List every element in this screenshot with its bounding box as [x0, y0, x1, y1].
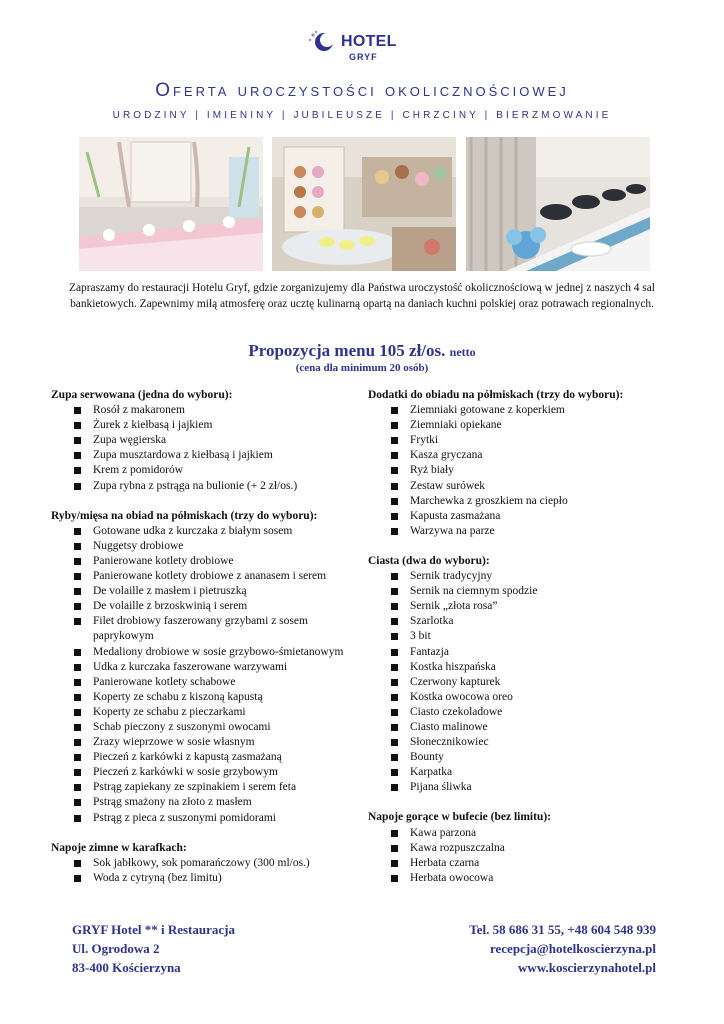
menu-item-label: Koperty ze schabu z pieczarkami [93, 705, 246, 718]
square-bullet-icon [391, 588, 398, 595]
square-bullet-icon [74, 860, 81, 867]
sides-section [368, 388, 668, 539]
menu-item [368, 660, 668, 675]
website-link[interactable]: www.koscierzynahotel.pl [518, 960, 656, 975]
square-bullet-icon [391, 633, 398, 640]
square-bullet-icon [74, 784, 81, 791]
menu-item [368, 826, 668, 841]
square-bullet-icon [74, 588, 81, 595]
menu-item-label: Kawa rozpuszczalna [410, 841, 505, 854]
menu-price: Propozycja menu 105 zł/os. [248, 341, 446, 360]
menu-item [368, 524, 668, 539]
menu-item-label: Sok jabłkowy, sok pomarańczowy (300 ml/os.) [93, 856, 310, 869]
square-bullet-icon [74, 754, 81, 761]
menu-item [51, 614, 351, 644]
hotel-name: GRYF Hotel ** i Restauracja [72, 922, 235, 937]
square-bullet-icon [391, 845, 398, 852]
menu-item-label: Karpatka [410, 766, 453, 779]
menu-left-column [51, 388, 351, 901]
hotel-logo [304, 28, 414, 68]
menu-item [368, 856, 668, 871]
menu-item [368, 705, 668, 720]
logo-wordmark: HOTEL [341, 33, 397, 50]
square-bullet-icon [391, 483, 398, 490]
menu-item [51, 463, 351, 478]
square-bullet-icon [391, 754, 398, 761]
square-bullet-icon [391, 784, 398, 791]
footer-contact [469, 920, 656, 977]
square-bullet-icon [74, 724, 81, 731]
square-bullet-icon [391, 498, 398, 505]
square-bullet-icon [74, 603, 81, 610]
menu-item [368, 735, 668, 750]
menu-item [51, 569, 351, 584]
square-bullet-icon [391, 664, 398, 671]
menu-item-label: Schab pieczony z suszonymi owocami [93, 720, 271, 733]
menu-item [51, 705, 351, 720]
city-address: 83-400 Kościerzyna [72, 960, 181, 975]
square-bullet-icon [74, 483, 81, 490]
cakes-section [368, 554, 668, 796]
menu-item-label: Pijana śliwka [410, 781, 472, 794]
menu-item-label: Kasza gryczana [410, 449, 483, 462]
menu-item [368, 479, 668, 494]
section-title: Ciasta (dwa do wyboru): [368, 554, 490, 567]
menu-item [51, 780, 351, 795]
square-bullet-icon [391, 467, 398, 474]
page-title: Oferta uroczystości okolicznościowej [155, 80, 569, 101]
section-title: Dodatki do obiadu na półmiskach (trzy do wyboru): [368, 389, 624, 401]
menu-item [51, 479, 351, 494]
menu-item [368, 418, 668, 433]
menu-item-label: Szarlotka [410, 615, 454, 628]
menu-item-label: Panierowane kotlety drobiowe [93, 554, 234, 567]
menu-item-label: Nuggetsy drobiowe [93, 539, 184, 552]
banquet-hall-photo [79, 137, 263, 271]
square-bullet-icon [391, 618, 398, 625]
menu-item [368, 403, 668, 418]
menu-item-label: Żurek z kiełbasą i jajkiem [93, 419, 213, 432]
menu-item [51, 448, 351, 463]
square-bullet-icon [391, 679, 398, 686]
menu-item-label: Panierowane kotlety schabowe [93, 675, 236, 688]
menu-item [51, 675, 351, 690]
menu-item [51, 690, 351, 705]
menu-item-label: Zrazy wieprzowe w sosie własnym [93, 736, 255, 749]
menu-item [368, 629, 668, 644]
square-bullet-icon [74, 664, 81, 671]
menu-item [51, 871, 351, 886]
menu-item [51, 856, 351, 871]
square-bullet-icon [391, 875, 398, 882]
menu-item-label: 3 bit [410, 630, 431, 643]
menu-item [51, 554, 351, 569]
menu-right-column [368, 388, 668, 901]
square-bullet-icon [391, 513, 398, 520]
menu-item-label: Pieczeń z karkówki w sosie grzybowym [93, 766, 278, 779]
menu-item-list [51, 524, 351, 826]
email-link[interactable]: recepcja@hotelkoscierzyna.pl [489, 941, 656, 956]
menu-heading [0, 341, 724, 361]
menu-item-label: Koperty ze schabu z kiszoną kapustą [93, 690, 263, 703]
square-bullet-icon [74, 528, 81, 535]
square-bullet-icon [391, 422, 398, 429]
square-bullet-icon [74, 679, 81, 686]
menu-item [51, 418, 351, 433]
square-bullet-icon [74, 467, 81, 474]
menu-item-label: Herbata owocowa [410, 871, 494, 884]
menu-item-label: Sernik „złota rosa” [410, 600, 498, 613]
menu-item-label: Ciasto malinowe [410, 720, 488, 733]
menu-item-label: Pstrąg z pieca z suszonymi pomidorami [93, 811, 277, 824]
menu-item-list [51, 403, 351, 494]
menu-item-label: De volaille z brzoskwinią i serem [93, 600, 248, 613]
menu-item [51, 720, 351, 735]
menu-item-list [368, 403, 668, 539]
menu-item-list [368, 826, 668, 886]
menu-item [368, 448, 668, 463]
menu-item [51, 811, 351, 826]
menu-item-label: Ziemniaki gotowane z koperkiem [410, 404, 565, 417]
menu-item [368, 690, 668, 705]
menu-item-label: Ciasto czekoladowe [410, 705, 503, 718]
menu-item [368, 494, 668, 509]
square-bullet-icon [74, 799, 81, 806]
menu-item [368, 675, 668, 690]
gryf-logo-icon [304, 28, 344, 68]
menu-item [368, 871, 668, 886]
section-title: Napoje zimne w karafkach: [51, 841, 187, 854]
menu-item-label: Bounty [410, 751, 444, 764]
menu-item [368, 750, 668, 765]
cold-drinks-section [51, 841, 351, 886]
menu-item-label: Kostka hiszpańska [410, 660, 496, 673]
square-bullet-icon [391, 452, 398, 459]
square-bullet-icon [391, 528, 398, 535]
menu-item-label: Kawa parzona [410, 826, 477, 839]
square-bullet-icon [391, 694, 398, 701]
square-bullet-icon [74, 543, 81, 550]
square-bullet-icon [391, 437, 398, 444]
menu-item [51, 524, 351, 539]
hot-drinks-section [368, 810, 668, 885]
menu-item-label: Zupa rybna z pstrąga na bulionie (+ 2 zł/os.) [93, 479, 298, 492]
dessert-table-photo [272, 137, 456, 271]
square-bullet-icon [74, 739, 81, 746]
menu-item-label: Herbata czarna [410, 856, 480, 869]
square-bullet-icon [74, 769, 81, 776]
menu-item [368, 509, 668, 524]
meat-section [51, 509, 351, 826]
menu-item-label: Zupa musztardowa z kiełbasą i jajkiem [93, 449, 273, 462]
menu-item-label: Udka z kurczaka faszerowane warzywami [93, 660, 288, 673]
menu-item [368, 569, 668, 584]
square-bullet-icon [74, 437, 81, 444]
menu-item [368, 645, 668, 660]
menu-item-label: Gotowane udka z kurczaka z białym sosem [93, 524, 293, 537]
table-setting-photo [466, 137, 650, 271]
square-bullet-icon [74, 558, 81, 565]
square-bullet-icon [391, 709, 398, 716]
section-title: Zupa serwowana (jedna do wyboru): [51, 389, 233, 401]
menu-item [368, 433, 668, 448]
menu-item [368, 463, 668, 478]
square-bullet-icon [391, 739, 398, 746]
menu-item-label: Pstrąg smażony na złoto z masłem [93, 796, 252, 809]
menu-minimum-note: (cena dla minimum 20 osób) [295, 362, 429, 374]
menu-item-label: Frytki [410, 434, 439, 447]
menu-item [368, 584, 668, 599]
menu-item-label: Ryż biały [410, 464, 454, 477]
menu-item [51, 795, 351, 810]
menu-item-label: Czerwony kapturek [410, 675, 501, 688]
menu-item-label: Woda z cytryną (bez limitu) [93, 871, 222, 884]
menu-item [368, 841, 668, 856]
occasion-list: URODZINY | IMIENINY | JUBILEUSZE | CHRZCINY | BIERZMOWANIE [112, 110, 612, 121]
square-bullet-icon [391, 860, 398, 867]
square-bullet-icon [391, 603, 398, 610]
menu-item-label: De volaille z masłem i pietruszką [93, 585, 247, 598]
menu-item [51, 645, 351, 660]
menu-item [368, 599, 668, 614]
section-title: Ryby/mięsa na obiad na półmiskach (trzy do wyboru): [51, 509, 318, 522]
square-bullet-icon [74, 618, 81, 625]
menu-item-label: Słonecznikowiec [410, 736, 489, 749]
square-bullet-icon [391, 407, 398, 414]
menu-item-label: Ziemniaki opiekane [410, 419, 502, 432]
square-bullet-icon [74, 573, 81, 580]
square-bullet-icon [74, 407, 81, 414]
square-bullet-icon [74, 709, 81, 716]
square-bullet-icon [74, 452, 81, 459]
menu-item [368, 765, 668, 780]
square-bullet-icon [74, 875, 81, 882]
footer-address [72, 920, 235, 977]
menu-item-label: Medaliony drobiowe w sosie grzybowo-śmietanowym [93, 645, 344, 658]
logo-subtext: GRYF [349, 52, 378, 62]
square-bullet-icon [74, 815, 81, 822]
menu-item-label: Krem z pomidorów [93, 464, 184, 477]
menu-item [51, 660, 351, 675]
menu-item [368, 614, 668, 629]
square-bullet-icon [391, 573, 398, 580]
menu-item-label: Panierowane kotlety drobiowe z ananasem i serem [93, 570, 327, 583]
intro-paragraph: Zapraszamy do restauracji Hotelu Gryf, gdzie zorganizujemy dla Państwa uroczystość okolicznościową w jednej z naszych 4 sal bankietowych. Zapewnimy miłą atmosferę oraz ucztę kulinarną opartą na daniach kuchni polskiej oraz potrawach regionalnych. [69, 282, 655, 310]
menu-item-label: Kostka owocowa oreo [410, 690, 513, 703]
menu-item-label: Sernik na ciemnym spodzie [410, 585, 538, 598]
menu-item [51, 584, 351, 599]
section-title: Napoje gorące w bufecie (bez limitu): [368, 811, 551, 824]
menu-item [51, 750, 351, 765]
menu-item-label: Rosół z makaronem [93, 404, 185, 417]
menu-item [51, 433, 351, 448]
menu-item-label: Filet drobiowy faszerowany grzybami z sosem paprykowym [93, 615, 308, 643]
menu-item-label: Pieczeń z karkówki z kapustą zasmażaną [93, 751, 282, 764]
menu-item-label: Zupa węgierska [93, 434, 167, 447]
square-bullet-icon [391, 724, 398, 731]
phone-numbers: Tel. 58 686 31 55, +48 604 548 939 [469, 922, 656, 937]
menu-item [51, 403, 351, 418]
menu-item [51, 735, 351, 750]
menu-item [51, 599, 351, 614]
square-bullet-icon [74, 422, 81, 429]
menu-price-suffix: netto [449, 345, 476, 359]
menu-item-label: Zestaw surówek [410, 479, 486, 492]
menu-item-label: Fantazja [410, 645, 449, 658]
menu-item-label: Sernik tradycyjny [410, 570, 493, 583]
menu-item [368, 780, 668, 795]
square-bullet-icon [391, 649, 398, 656]
square-bullet-icon [74, 649, 81, 656]
menu-item [51, 539, 351, 554]
menu-item-label: Marchewka z groszkiem na ciepło [410, 494, 568, 507]
square-bullet-icon [391, 830, 398, 837]
square-bullet-icon [391, 769, 398, 776]
street-address: Ul. Ogrodowa 2 [72, 941, 160, 956]
menu-item-label: Warzywa na parze [410, 524, 495, 537]
menu-item-list [51, 856, 351, 886]
menu-item-list [368, 569, 668, 795]
menu-item [368, 720, 668, 735]
square-bullet-icon [74, 694, 81, 701]
menu-item [51, 765, 351, 780]
soup-section [51, 388, 351, 494]
menu-item-label: Kapusta zasmażana [410, 509, 501, 522]
menu-item-label: Pstrąg zapiekany ze szpinakiem i serem feta [93, 781, 297, 794]
